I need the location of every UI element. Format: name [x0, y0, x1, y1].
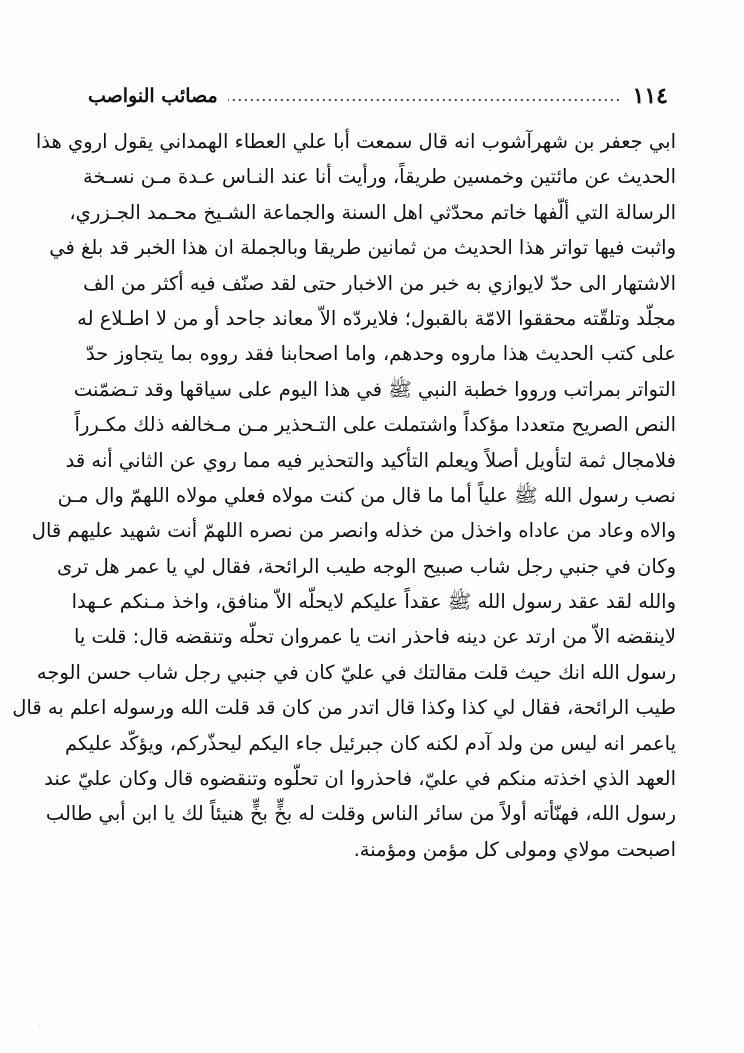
text-line: والله لقد عقد رسول الله ﷺ عقداً عليكم لايحلّه الاّ منافق، واخذ مـنكم عـهدا	[71, 590, 676, 614]
text-line: مجلّد وتلقّته محققوا الامّة بالقبول؛ فلايردّه الاّ معاند جاحد أو من لا اطـلاع له	[77, 306, 676, 330]
text-line: واثبت فيها تواتر هذا الحديث من ثمانين طريقا وبالجملة ان هذا الخبر قد بلغ في	[49, 236, 676, 260]
body-text	[12, 124, 676, 867]
text-line: رسول الله انك حيث قلت مقالتك في عليّ كان في جنبي رجل شاب حسن الوجه	[36, 660, 676, 684]
text-line: النص الصريح متعددا مؤكداً واشتملت على التـحذير مـن مـخالفه ذلك مكـرراً	[74, 413, 676, 437]
text-line: رسول الله، فهنّأته أولاً من سائر الناس وقلت له بخٍّ بخٍّ هنيئاً لك يا ابن أبي طالب	[45, 802, 676, 826]
text-line-final: اصبحت مولاي ومولى كل مؤمن ومؤمنة.	[353, 837, 676, 861]
dotted-leader	[228, 99, 621, 101]
text-line: الاشتهار الى حدّ لايوازي به خبر من الاخبار حتى لقد صنّف فيه أكثر من الف	[83, 271, 676, 295]
text-line: ياعمر انه ليس من ولد آدم لكنه كان جبرئيل جاء اليكم ليحذّركم، ويؤكّد عليكم	[65, 731, 676, 755]
page-number: ١١٤	[632, 83, 668, 109]
text-line: الحديث عن مائتين وخمسين طريقاً، ورأيت أنا عند النـاس عـدة مـن نسـخة	[83, 165, 676, 189]
text-line: لاينقضه الاّ من ارتد عن دينه فاحذر انت يا عمروان تحلّه وتنقضه قال: قلت يا	[73, 625, 676, 649]
text-line: فلامجال ثمة لتأويل أصلاً ويعلم التأكيد والتحذير فيه مما روي عن الثاني أنه قد	[65, 448, 676, 472]
text-line: على كتب الحديث هذا ماروه وحدهم، واما اصحابنا فقد رووه بما يتجاوز حدّ	[86, 342, 676, 366]
text-line: والاه وعاد من عاداه واخذل من خذله وانصر من نصره اللهمّ أنت شهيد عليهم قال	[31, 519, 676, 543]
text-line: التواتر بمراتب ورووا خطبة النبي ﷺ في هذا اليوم على سياقها وقد تـضمّنت	[73, 377, 676, 401]
text-line: الرسالة التي ألّفها خاتم محدّثي اهل السنة والجماعة الشـيخ محـمد الجـزري،	[69, 200, 676, 224]
text-line: نصب رسول الله ﷺ علياً أما ما قال من كنت مولاه فعلي مولاه اللهمّ وال مـن	[57, 483, 676, 507]
text-line: طيب الرائحة، فقال لي كذا وكذا قال اتدر من كان قد قلت الله ورسوله اعلم به قال	[12, 696, 676, 720]
running-title: مصائب النواصب	[88, 85, 218, 107]
text-line: ابي جعفر بن شهرآشوب انه قال سمعت أبا علي العطاء الهمداني يقول اروي هذا	[35, 130, 676, 153]
text-line: العهد الذي اخذته منكم في عليّ، فاحذروا ان تحلّوه وتنقضوه قال وكان عليّ عند	[44, 767, 676, 791]
scan-mark: ·	[38, 1022, 41, 1032]
page-header	[88, 80, 668, 112]
text-line: وكان في جنبي رجل شاب صبيح الوجه طيب الرائحة، فقال لي يا عمر هل ترى	[56, 554, 676, 578]
